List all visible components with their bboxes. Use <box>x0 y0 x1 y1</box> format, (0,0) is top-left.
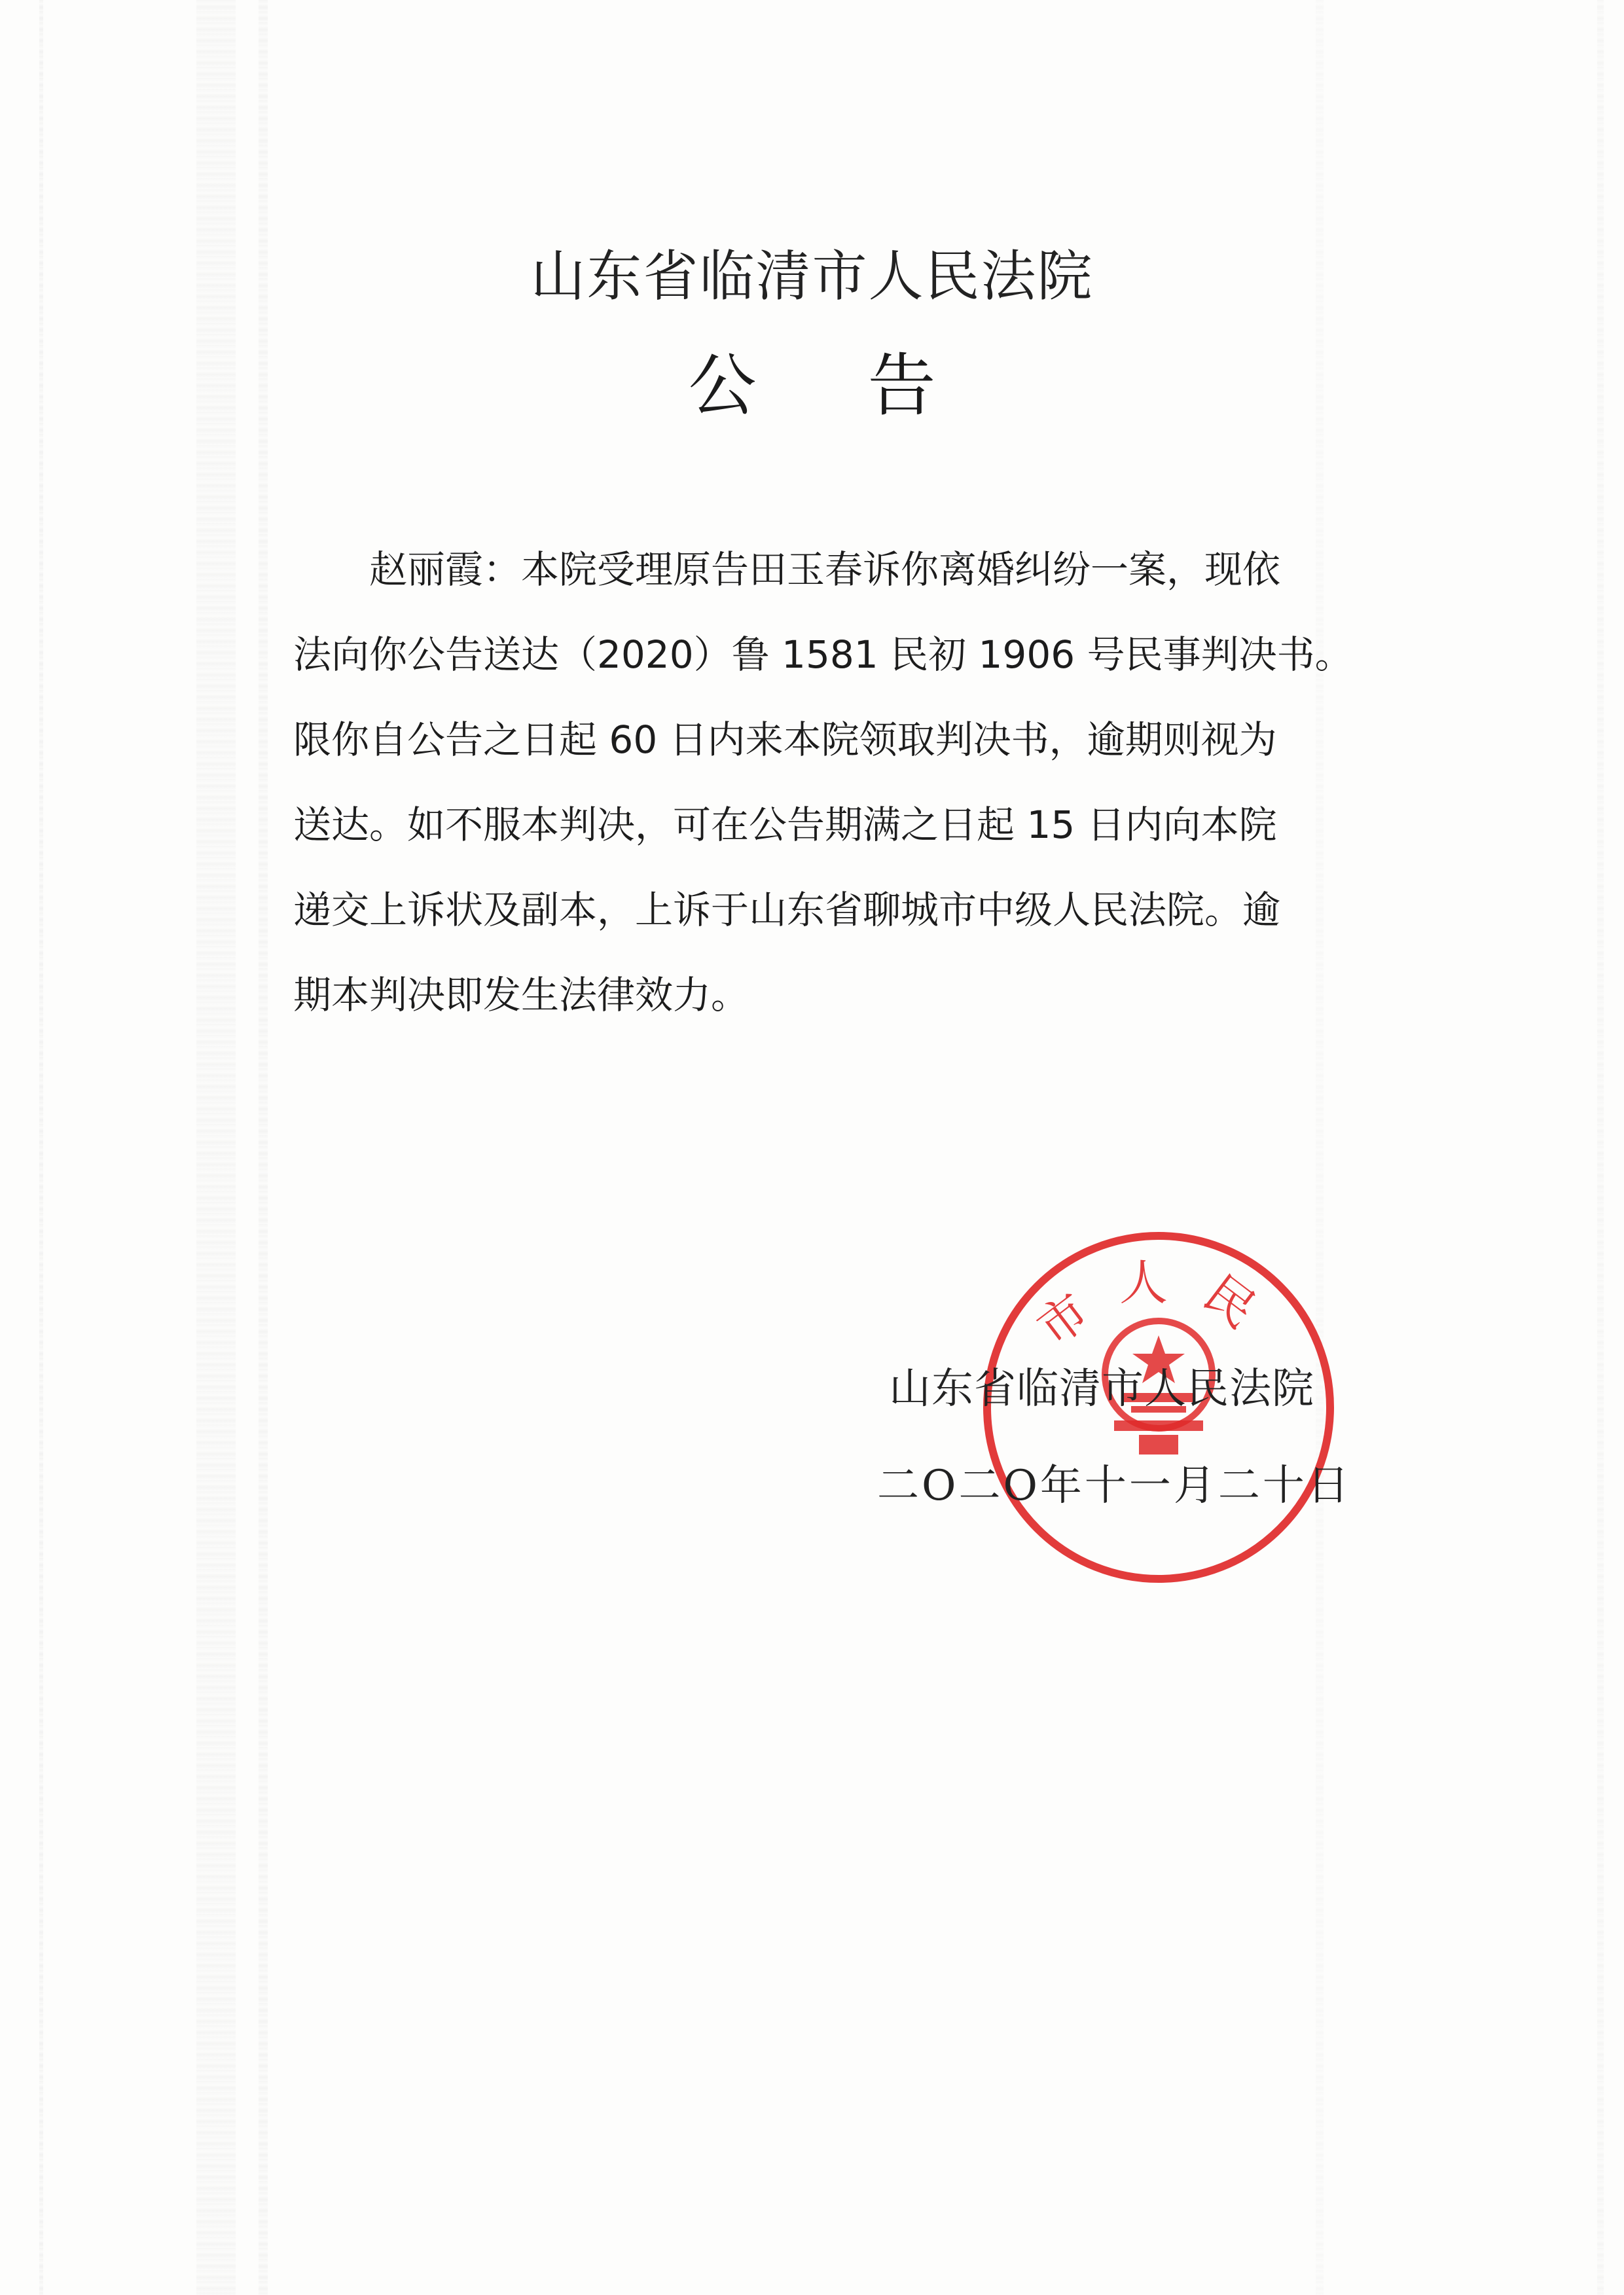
notice-body <box>293 527 1422 1038</box>
signature-date: 二O二O年十一月二十日 <box>877 1462 1352 1510</box>
body-line: 法向你公告送达（2020）鲁 1581 民初 1906 号民事判决书。 <box>293 632 1353 677</box>
notice-title: 公告 <box>688 346 1047 425</box>
seal-text: 市人民 <box>1027 1255 1290 1358</box>
court-name-heading: 山东省临清市人民法院 <box>530 244 1094 308</box>
body-line: 期本判决即发生法律效力。 <box>293 973 749 1017</box>
body-line: 限你自公告之日起 60 日内来本院领取判决书，逾期则视为 <box>293 717 1277 762</box>
body-line: 送达。如不服本判决，可在公告期满之日起 15 日内向本院 <box>293 803 1277 847</box>
signature-court-name: 山东省临清市人民法院 <box>889 1365 1314 1413</box>
body-line: 递交上诉状及副本，上诉于山东省聊城市中级人民法院。逾 <box>293 888 1281 932</box>
body-line: 赵丽霞：本院受理原告田玉春诉你离婚纠纷一案，现依 <box>369 547 1281 592</box>
